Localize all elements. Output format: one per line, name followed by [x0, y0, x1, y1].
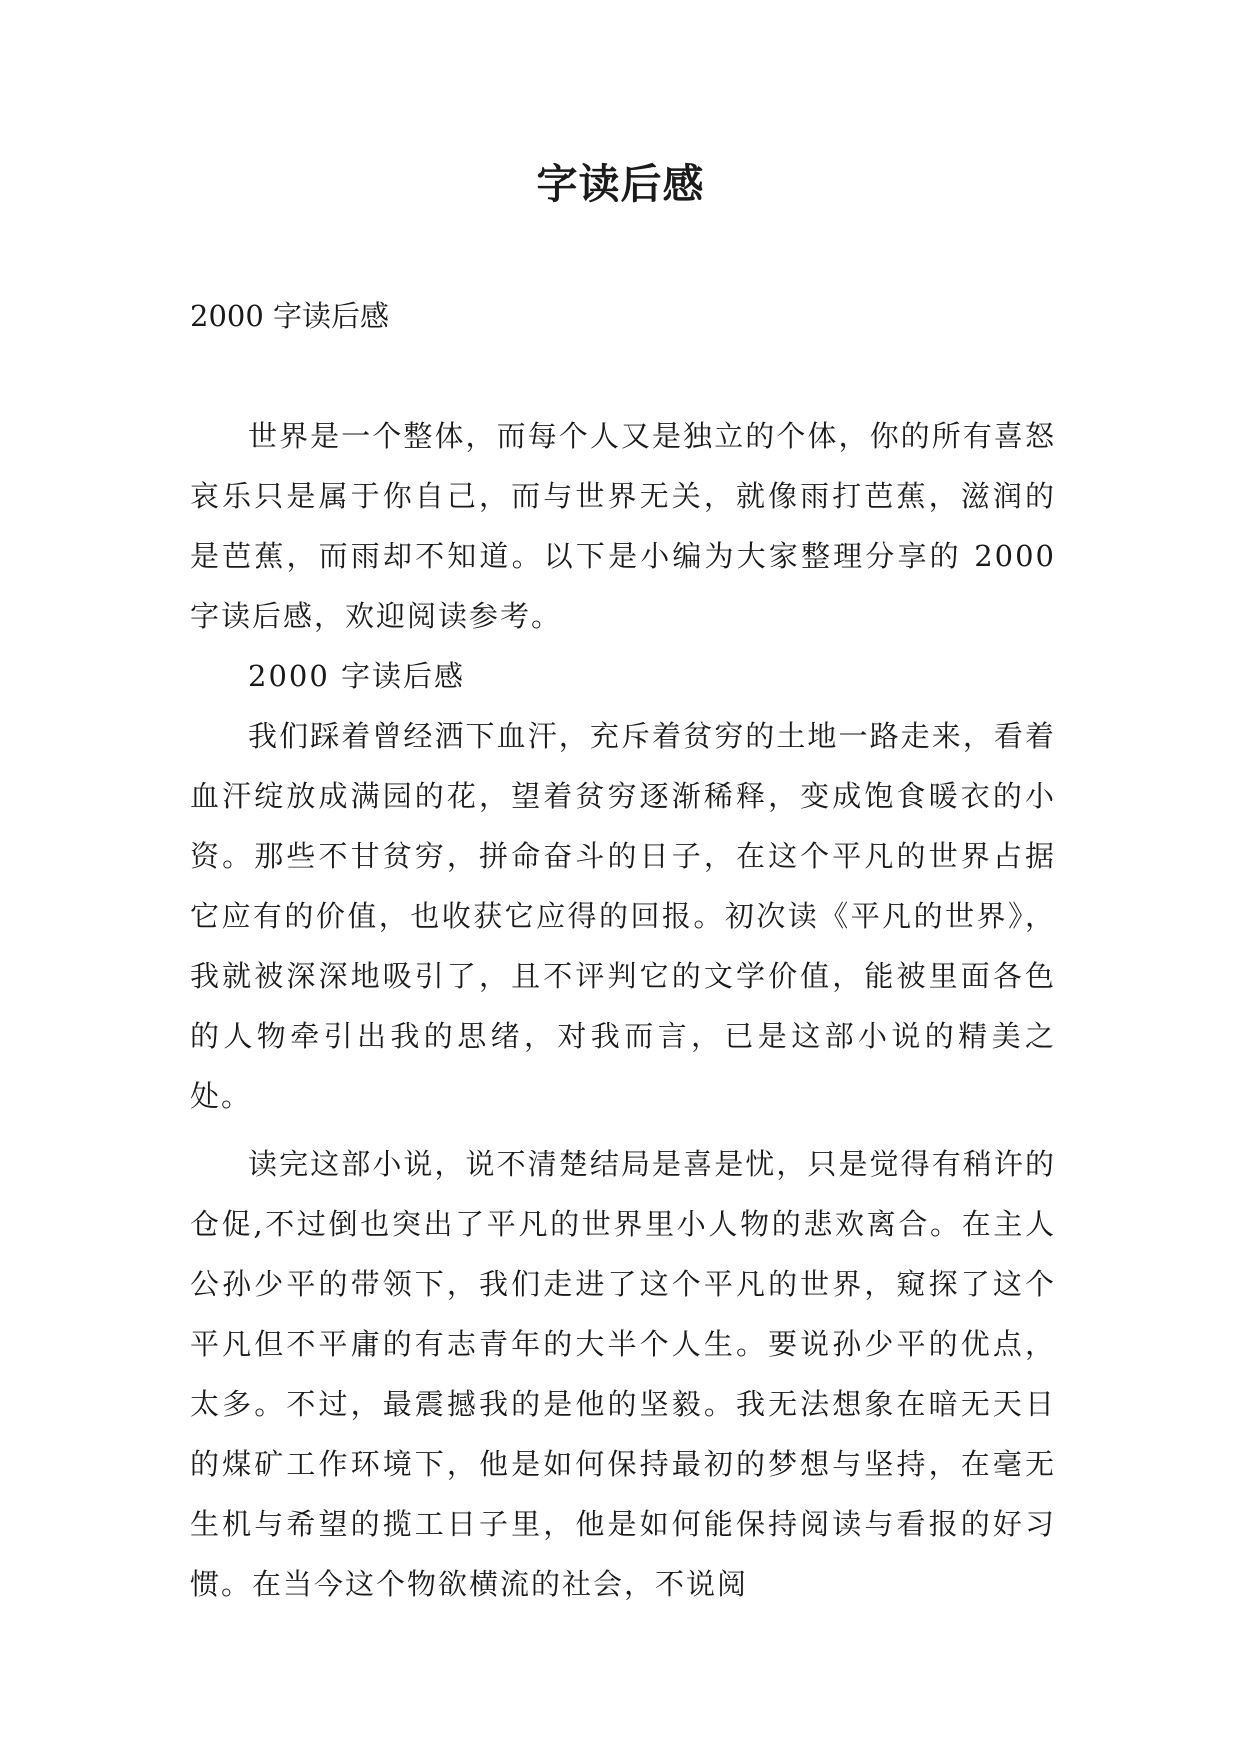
document-title: 字读后感 [536, 160, 705, 208]
section-heading: 2000 字读后感 [248, 659, 466, 693]
paragraph: 读完这部小说，说不清楚结局是喜是忧，只是觉得有稍许的仓促,不过倒也突出了平凡的世界里小人物的悲欢离合。在主人公孙少平的带领下，我们走进了这个平凡的世界，窥探了这个平凡但不平庸的有志青年的大半个人生。要说孙少平的优点，太多。不过，最震撼我的是他的坚毅。我无法想象在暗无天日的煤矿工作环境下，他是如何保持最初的梦想与坚持，在毫无生机与希望的揽工日子里，他是如何能保持阅读与看报的好习惯。在当今这个物欲横流的社会，不说阅 [190, 1147, 1056, 1601]
paragraph: 世界是一个整体，而每个人又是独立的个体，你的所有喜怒哀乐只是属于你自己，而与世界无关，就像雨打芭蕉，滋润的是芭蕉，而雨却不知道。以下是小编为大家整理分享的 2000 字读后感，欢迎阅读参考。 [190, 419, 1056, 633]
document-subtitle: 2000 字读后感 [190, 299, 390, 333]
paragraph: 我们踩着曾经洒下血汗，充斥着贫穷的土地一路走来，看着血汗绽放成满园的花，望着贫穷逐渐稀释，变成饱食暖衣的小资。那些不甘贫穷，拼命奋斗的日子，在这个平凡的世界占据它应有的价值，也收获它应得的回报。初次读《平凡的世界》，我就被深深地吸引了，且不评判它的文学价值，能被里面各色的人物牵引出我的思绪，对我而言，已是这部小说的精美之处。 [190, 719, 1056, 1113]
document-body [190, 406, 1056, 1614]
